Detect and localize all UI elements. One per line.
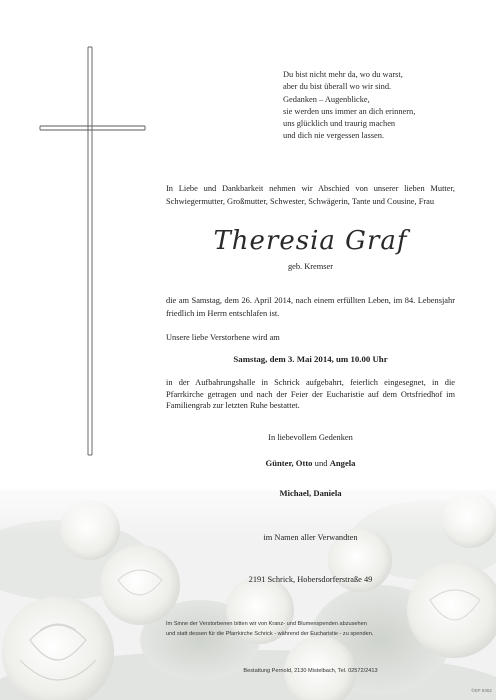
on-behalf-line: im Namen aller Verwandten [263, 533, 358, 542]
funeral-date: Samstag, dem 3. Mai 2014, um 10.00 Uhr [233, 354, 388, 364]
mourners-names: Günter, Otto [265, 458, 313, 468]
print-code: ©EP 9352 [471, 688, 492, 693]
poem-line: aber du bist überall wo wir sind. [283, 82, 392, 92]
donation-request-line: Im Sinne der Verstorbenen bitten wir von Kranz- und Blumenspenden abzusehen [166, 621, 367, 627]
mourners-name-last: Angela [329, 458, 356, 468]
poem-line: sie werden uns immer an dich erinnern, [283, 106, 416, 116]
poem-line: und dich nie vergessen lassen. [283, 131, 385, 141]
poem-line: uns glücklich und traurig machen [283, 119, 396, 129]
death-notice: die am Samstag, dem 26. April 2014, nach einem erfüllten Leben, im 84. Lebensjahr friedlich im Herrn entschlafen ist. [166, 296, 455, 318]
burial-intro: Unsere liebe Verstorbene wird am [166, 333, 280, 342]
mourners-and: und [314, 458, 328, 468]
poem-line: Gedanken – Augenblicke, [283, 94, 370, 104]
poem-block [283, 69, 483, 143]
donation-request-line: und statt dessen für die Pfarrkirche Schrick - während der Eucharistie - zu spenden. [166, 630, 374, 637]
deceased-name: Theresia Graf [213, 226, 408, 256]
poem-line: Du bist nicht mehr da, wo du warst, [283, 70, 403, 79]
mourners-line-2: Michael, Daniela [279, 488, 342, 498]
maiden-name: geb. Kremser [287, 262, 334, 271]
mourners-line-1 [166, 458, 455, 468]
donation-request [166, 620, 462, 639]
farewell-intro: In Liebe und Dankbarkeit nehmen wir Abschied von unserer lieben Mutter, Schwiegermutter, Großmutter, Schwester, Schwägerin, Tante und Cousine, Frau [166, 184, 455, 206]
ceremony-description: in der Aufbahrungshalle in Schrick aufgebahrt, feierlich eingesegnet, in die Pfarrkirche getragen und nach der Feier der Eucharistie auf dem Ortsfriedhof im Familiengrab zur letzten Ruhe bestattet. [166, 378, 455, 411]
family-address: 2191 Schrick, Hobersdorferstraße 49 [248, 575, 373, 584]
funeral-home: Bestattung Pernold, 2130 Mistelbach, Tel. 02572/2413 [243, 668, 378, 674]
in-memory-line: In liebevollem Gedenken [268, 433, 353, 442]
